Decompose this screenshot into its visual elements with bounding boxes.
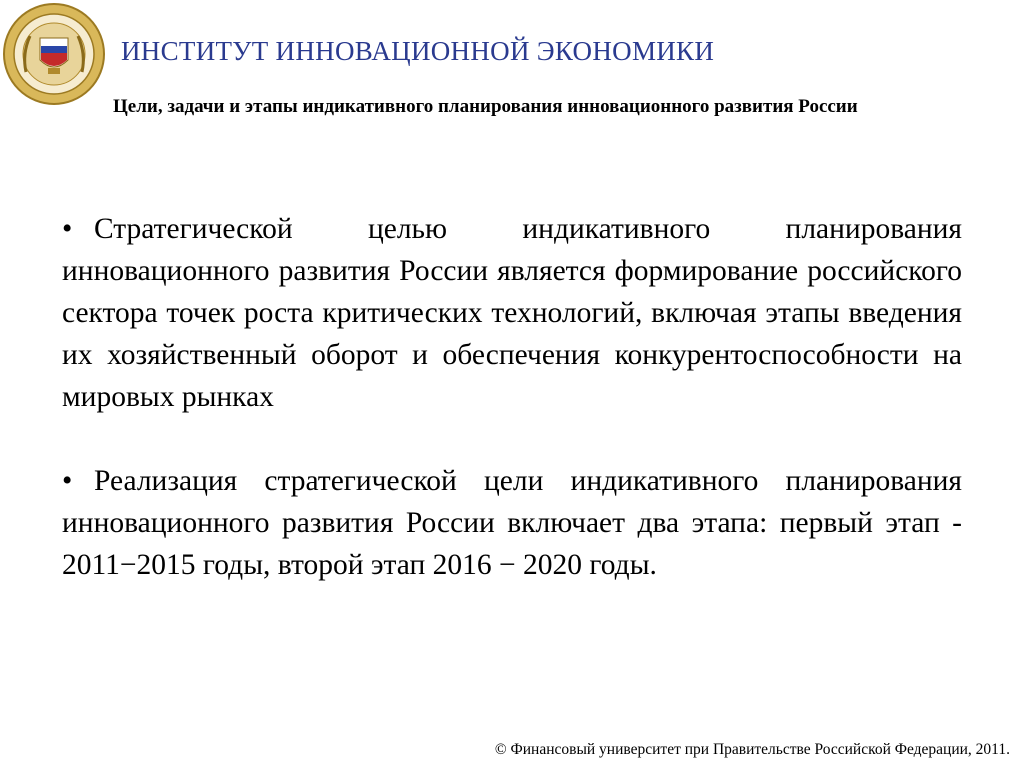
bullet-text: Стратегической целью индикативного планирования инновационного развития России является формирование российского сектора точек роста критических технологий, включая этапы введения их хозяйственный оборот и обеспечения конкурентоспособности на мировых рынках: [62, 213, 962, 413]
bullet-text: Реализация стратегической цели индикативного планирования инновационного развития России включает два этапа: первый этап - 2011−2015 годы, второй этап 2016 − 2020 годы.: [62, 465, 962, 581]
bullet-item: [62, 460, 962, 586]
footer-copyright: © Финансовый университет при Правительстве Российской Федерации, 2011.: [494, 741, 1010, 758]
institute-name: ИНСТИТУТ ИННОВАЦИОННОЙ ЭКОНОМИКИ: [121, 36, 715, 66]
university-emblem-icon: [2, 2, 106, 106]
slide-subtitle: Цели, задачи и этапы индикативного планирования инновационного развития России: [113, 96, 858, 117]
bullet-item: [62, 208, 962, 418]
bullet-marker: •: [62, 465, 73, 497]
bullet-list: [62, 208, 962, 586]
bullet-marker: •: [62, 213, 73, 245]
